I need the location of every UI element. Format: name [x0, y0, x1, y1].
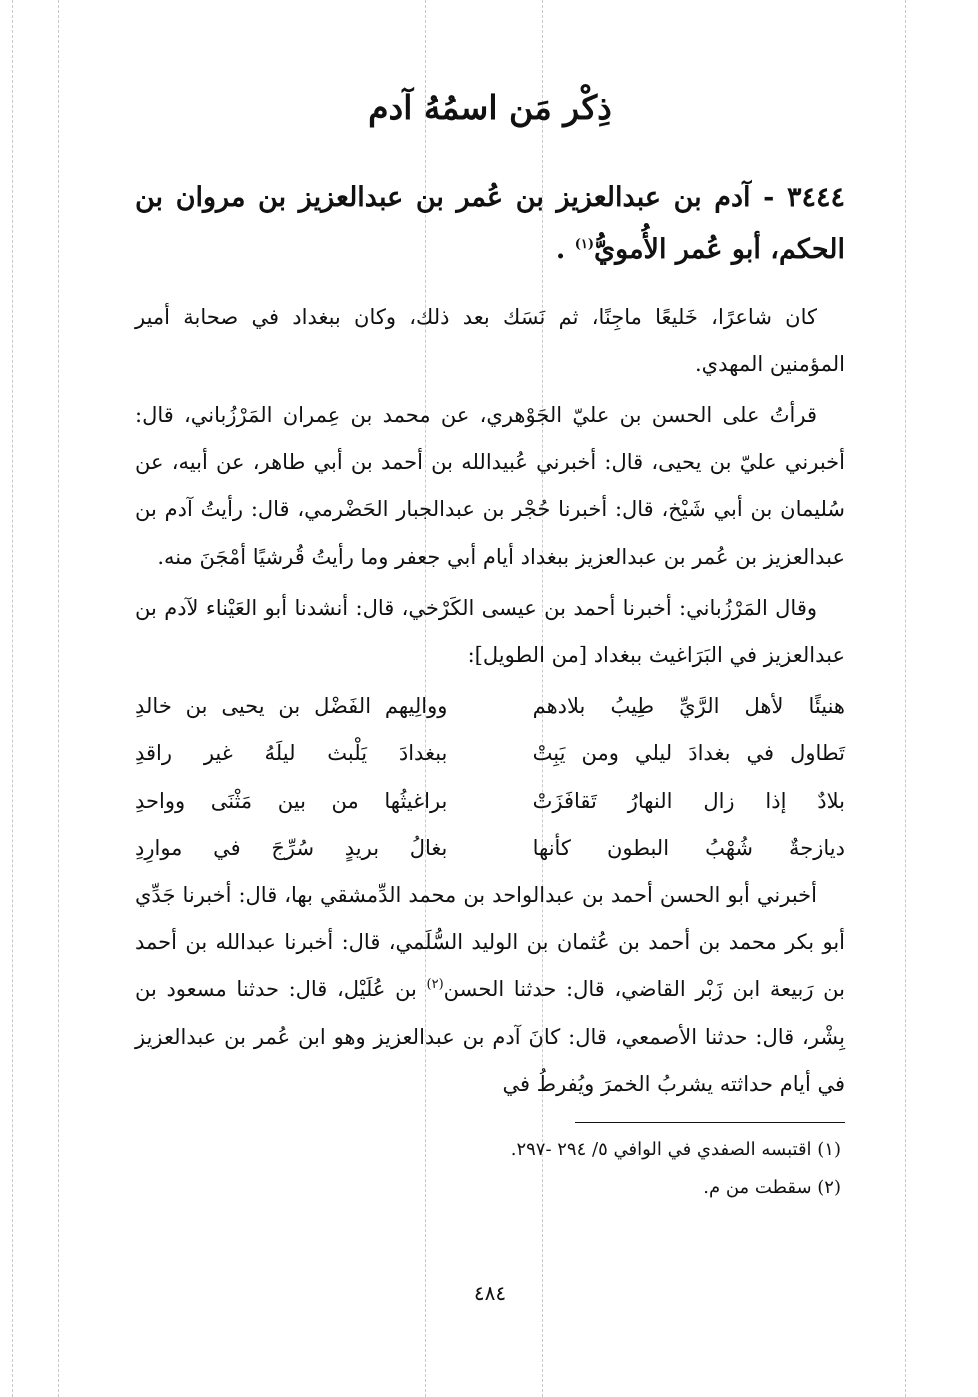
verse-first-hemistich: تَطاول في بغدادَ ليلي ومن يَبِتْ	[532, 741, 845, 766]
page-title: ذِكْر مَن اسمُهُ آدم	[368, 88, 612, 127]
verse-second-hemistich: ووالِيهم الفَضْل بن يحيى بن خالدِ	[135, 694, 448, 719]
entry-heading-text: ٣٤٤٤ - آدم بن عبدالعزيز بن عُمر بن عبدالعزيز بن مروان بن الحكم، أبو عُمر الأُمويُّ	[135, 181, 845, 265]
verse-first-hemistich: ديازجةٌ شُهْبُ البطون كأنها	[532, 835, 845, 860]
entry-heading-end: .	[555, 233, 575, 265]
verse-first-hemistich: هنيئًا لأهل الرَّيِّ طِيبُ بلادهم	[532, 694, 845, 719]
poem-verse	[135, 778, 845, 825]
footnote-1: (١) اقتبسه الصفدي في الوافي ٥/ ٢٩٤ -٢٩٧.	[510, 1139, 841, 1161]
paragraph-chain-1: قرأتُ على الحسن بن عليّ الجَوْهري، عن محمد بن عِمران المَرْزُباني، قال: أخبرني عليّ بن يحيى، قال: أخبرني عُبيدالله بن أحمد بن أبي طاهر، عن أبيه، عن سُليمان بن أبي شَيْخ، قال: أخبرنا حُجْر بن عبدالجبار الحَضْرمي، قال: رأيتُ آدم بن عبدالعزيز بن عُمر بن عبدالعزيز ببغداد أيام أبي جعفر وما رأيتُ قُرشيًا أمْجَنَ منه.	[135, 403, 845, 569]
entry-heading	[135, 172, 845, 276]
poem-verse	[135, 730, 845, 777]
verse-first-hemistich: بلادٌ إذا زال النهارُ تَقافَزَتْ	[532, 788, 845, 813]
verse-second-hemistich: براغيثُها من بين مَثْنَى وواحدِ	[135, 788, 448, 813]
paragraph-bio: كان شاعرًا، خَليعًا ماجِنًا، ثم نَسَك بعد ذلك، وكان ببغداد في صحابة أمير المؤمنين المهدي.	[135, 304, 845, 376]
footnote-divider	[575, 1122, 845, 1123]
paragraph-text: أخبرني أبو الحسن أحمد بن عبدالواحد بن محمد الدِّمشقي بها، قال: أخبرنا جَدِّي أبو بكر محمد بن أحمد بن عُثمان بن الوليد السُّلَمي، قال: أخبرنا عبدالله بن أحمد بن رَبيعة ابن زَبْر القاضي، قال: حدثنا الحسن	[135, 883, 845, 1002]
footnote-ref-1[interactable]: (١)	[574, 236, 595, 252]
poem-verse	[135, 683, 845, 730]
page-number: ٤٨٤	[473, 1281, 507, 1306]
paragraph-text-continued: بن عُلَيْل، قال: حدثنا مسعود بن بِشْر، قال: حدثنا الأصمعي، قال: كانَ آدم بن عبدالعزيز وهو ابن عُمر بن عبدالعزيز في أيام حداثته يشربُ الخمرَ ويُفرطُ في	[135, 977, 845, 1096]
book-page	[135, 70, 845, 1305]
scan-guide-line	[58, 0, 59, 1397]
poem	[135, 683, 845, 872]
paragraph-chain-2: وقال المَرْزُباني: أخبرنا أحمد بن عيسى الكَرْخي، قال: أنشدنا أبو العَيْناء لآدم بن عبدالعزيز في البَرَاغيث ببغداد [من الطويل]:	[135, 595, 845, 668]
verse-second-hemistich: بغالُ بريدٍ سُرِّجَ في موارِدِ	[135, 835, 448, 860]
scan-guide-line	[12, 0, 13, 1397]
footnote-2: (٢) سقطت من م.	[703, 1177, 841, 1199]
verse-second-hemistich: ببغدادَ يَلْبث ليلَهُ غير راقدِ	[135, 741, 448, 766]
footnote-ref-2[interactable]: (٢)	[426, 977, 444, 993]
poem-verse	[135, 825, 845, 872]
scan-guide-line	[905, 0, 906, 1397]
paragraph-chain-3	[135, 872, 845, 1108]
